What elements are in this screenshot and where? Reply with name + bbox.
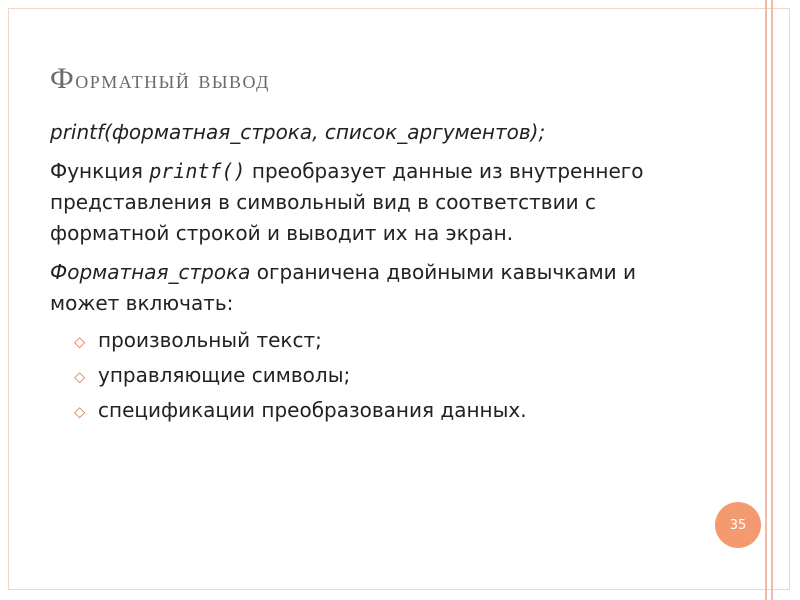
paragraph-format-string bbox=[50, 257, 710, 319]
hollow-arrow-bullet-icon: ⬦ bbox=[74, 332, 86, 351]
list-item-text: управляющие символы; bbox=[98, 363, 351, 387]
paragraph-function-description bbox=[50, 156, 710, 249]
hollow-arrow-bullet-icon: ⬦ bbox=[74, 402, 86, 421]
syntax-line: printf(форматная_строка, список_аргументов); bbox=[50, 120, 546, 144]
para2-text: ограничена двойными кавычками и может включать: bbox=[50, 260, 637, 315]
slide-title-first-letter: Ф bbox=[50, 62, 76, 95]
side-decor-line-2 bbox=[771, 0, 773, 600]
format-string-term: Форматная_строка bbox=[50, 260, 251, 284]
slide-content bbox=[50, 117, 710, 430]
slide-title bbox=[50, 62, 270, 96]
para1-prefix: Функция bbox=[50, 159, 150, 183]
list-item bbox=[74, 360, 710, 391]
printf-function-name: printf() bbox=[149, 159, 246, 183]
list-item bbox=[74, 395, 710, 426]
para1-text: преобразует данные из внутреннего представления в символьный вид в соответствии с форматной строкой и выводит их на экран. bbox=[50, 159, 644, 245]
bullet-list bbox=[50, 325, 710, 426]
list-item-text: спецификации преобразования данных. bbox=[98, 398, 527, 422]
page-number-badge: 35 bbox=[715, 502, 761, 548]
list-item bbox=[74, 325, 710, 356]
side-decor-line-1 bbox=[765, 0, 767, 600]
hollow-arrow-bullet-icon: ⬦ bbox=[74, 367, 86, 386]
list-item-text: произвольный текст; bbox=[98, 328, 322, 352]
slide-title-rest: орматный вывод bbox=[75, 65, 270, 94]
